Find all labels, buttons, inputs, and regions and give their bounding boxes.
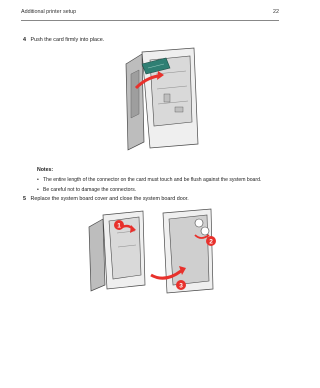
header-title: Additional printer setup bbox=[21, 9, 77, 15]
callout-number: 2 bbox=[209, 238, 213, 246]
close-door-figure bbox=[85, 205, 225, 295]
open-door bbox=[89, 219, 105, 291]
step-5 bbox=[23, 196, 189, 203]
page-header bbox=[21, 8, 279, 21]
page-number: 22 bbox=[273, 9, 279, 15]
screw-icon bbox=[201, 227, 209, 235]
card-insertion-figure bbox=[120, 44, 200, 154]
step-text: Replace the system board cover and close the system board door. bbox=[30, 196, 189, 202]
step-number: 4 bbox=[23, 37, 26, 43]
screw-icon bbox=[195, 219, 203, 227]
note-item bbox=[37, 187, 136, 193]
bullet-icon: • bbox=[37, 177, 39, 183]
bullet-icon: • bbox=[37, 187, 39, 193]
step-number: 5 bbox=[23, 196, 26, 202]
step-4 bbox=[23, 37, 104, 44]
note-text: The entire length of the connector on the card must touch and be flush against the system board. bbox=[43, 177, 262, 183]
step-text: Push the card firmly into place. bbox=[30, 37, 105, 43]
notes-title: Notes: bbox=[37, 167, 54, 173]
callout-number: 1 bbox=[117, 222, 121, 230]
callout-number: 3 bbox=[179, 282, 183, 290]
note-text: Be careful not to damage the connectors. bbox=[43, 187, 137, 193]
note-item bbox=[37, 177, 261, 183]
